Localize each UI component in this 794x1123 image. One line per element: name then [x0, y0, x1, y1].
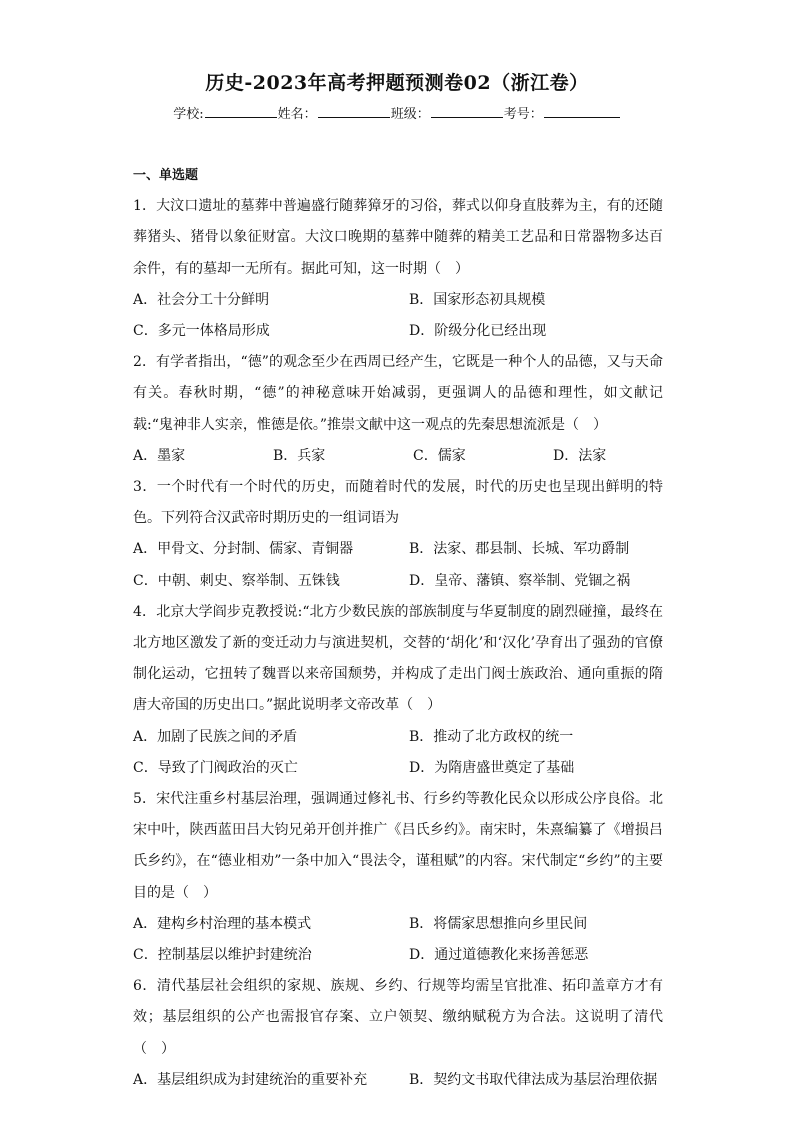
- option-row: [133, 753, 663, 784]
- question-4: [133, 597, 663, 784]
- school-blank[interactable]: [205, 104, 277, 118]
- option-row: [133, 722, 663, 753]
- option-d[interactable]: D．阶级分化已经出现: [409, 323, 547, 340]
- name-label: 姓名：: [277, 107, 317, 122]
- option-a[interactable]: A．墨家: [133, 447, 186, 464]
- option-b[interactable]: B．将儒家思想推向乡里民间: [409, 915, 588, 932]
- student-info-line: [0, 103, 794, 122]
- option-row: [133, 285, 663, 316]
- option-a[interactable]: A．加剧了民族之间的矛盾: [133, 728, 298, 745]
- option-a[interactable]: A．社会分工十分鲜明: [133, 291, 270, 308]
- option-d[interactable]: D．为隋唐盛世奠定了基础: [409, 759, 575, 776]
- class-blank[interactable]: [431, 104, 503, 118]
- option-c[interactable]: C．中朝、刺史、察举制、五铢钱: [133, 572, 340, 589]
- question-5: [133, 784, 663, 971]
- option-c[interactable]: C．儒家: [413, 447, 466, 464]
- option-c[interactable]: C．导致了门阀政治的灭亡: [133, 759, 298, 776]
- question-stem: 3．一个时代有一个时代的历史，而随着时代的发展，时代的历史也呈现出鲜明的特色。下列符合汉武帝时期历史的一组词语为: [133, 479, 663, 527]
- option-c[interactable]: C．控制基层以维护封建统治: [133, 947, 312, 964]
- class-label: 班级：: [390, 107, 430, 122]
- option-row: [133, 316, 663, 347]
- option-b[interactable]: B．法家、郡县制、长城、军功爵制: [409, 541, 630, 558]
- question-stem: 4．北京大学阎步克教授说:“北方少数民族的部族制度与华夏制度的剧烈碰撞，最终在北方地区激发了新的变迁动力与演进契机，交替的‘胡化’和‘汉化’孕育出了强劲的官僚制化运动，它扭转了魏晋以来帝国颓势，并构成了走出门阀士族政治、通向重振的隋唐大帝国的历史出口。”据此说明孝文帝改革（ ）: [133, 603, 663, 714]
- option-row: [133, 441, 663, 472]
- exam-number-blank[interactable]: [544, 104, 620, 118]
- option-a[interactable]: A．建构乡村治理的基本模式: [133, 915, 312, 932]
- option-d[interactable]: D．法家: [553, 447, 607, 464]
- school-label: 学校:: [173, 107, 204, 122]
- question-stem: 6．清代基层社会组织的家规、族规、乡约、行规等均需呈官批准、拓印盖章方才有效；基层组织的公产也需报官存案、立户领契、缴纳赋税方为合法。这说明了清代（ ）: [133, 978, 663, 1057]
- question-list: [133, 160, 663, 1096]
- option-row: [133, 909, 663, 940]
- option-row: [133, 1065, 663, 1096]
- question-stem: 2．有学者指出，“德”的观念至少在西周已经产生，它既是一种个人的品德，又与天命有关。春秋时期，“德”的神秘意味开始减弱，更强调人的品德和理性，如文献记载:“鬼神非人实亲，惟德是依。”推崇文献中这一观点的先秦思想流派是（ ）: [133, 354, 663, 433]
- option-b[interactable]: B．国家形态初具规模: [409, 291, 546, 308]
- question-stem: 1．大汶口遗址的墓葬中普遍盛行随葬獐牙的习俗，葬式以仰身直肢葬为主，有的还随葬猪头、猪骨以象征财富。大汶口晚期的墓葬中随葬的精美工艺品和日常器物多达百余件，有的墓却一无所有。据此可知，这一时期（ ）: [133, 198, 663, 277]
- option-d[interactable]: D．通过道德教化来扬善惩恶: [409, 947, 589, 964]
- option-row: [133, 940, 663, 971]
- option-a[interactable]: A．基层组织成为封建统治的重要补充: [133, 1071, 368, 1088]
- option-row: [133, 566, 663, 597]
- option-b[interactable]: B．契约文书取代律法成为基层治理依据: [409, 1071, 658, 1088]
- question-3: [133, 472, 663, 597]
- option-c[interactable]: C．多元一体格局形成: [133, 323, 270, 340]
- question-1: [133, 191, 663, 347]
- question-2: [133, 347, 663, 472]
- exam-title: 历史-2023年高考押题预测卷02（浙江卷）: [205, 72, 589, 94]
- option-a[interactable]: A．甲骨文、分封制、儒家、青铜器: [133, 541, 354, 558]
- option-d[interactable]: D．皇帝、藩镇、察举制、党锢之祸: [409, 572, 631, 589]
- question-stem: 5．宋代注重乡村基层治理，强调通过修礼书、行乡约等教化民众以形成公序良俗。北宋中叶，陕西蓝田吕大钧兄弟开创并推广《吕氏乡约》。南宋时，朱熹编纂了《增损吕氏乡约》，在“德业相劝”一条中加入“畏法令，谨租赋”的内容。宋代制定“乡约”的主要目的是（ ）: [133, 791, 663, 901]
- question-6: [133, 971, 663, 1096]
- option-row: [133, 534, 663, 565]
- exam-number-label: 考号：: [503, 107, 543, 122]
- section-title: 一、单选题: [133, 168, 199, 183]
- option-b[interactable]: B．兵家: [273, 447, 326, 464]
- name-blank[interactable]: [318, 104, 390, 118]
- option-b[interactable]: B．推动了北方政权的统一: [409, 728, 574, 745]
